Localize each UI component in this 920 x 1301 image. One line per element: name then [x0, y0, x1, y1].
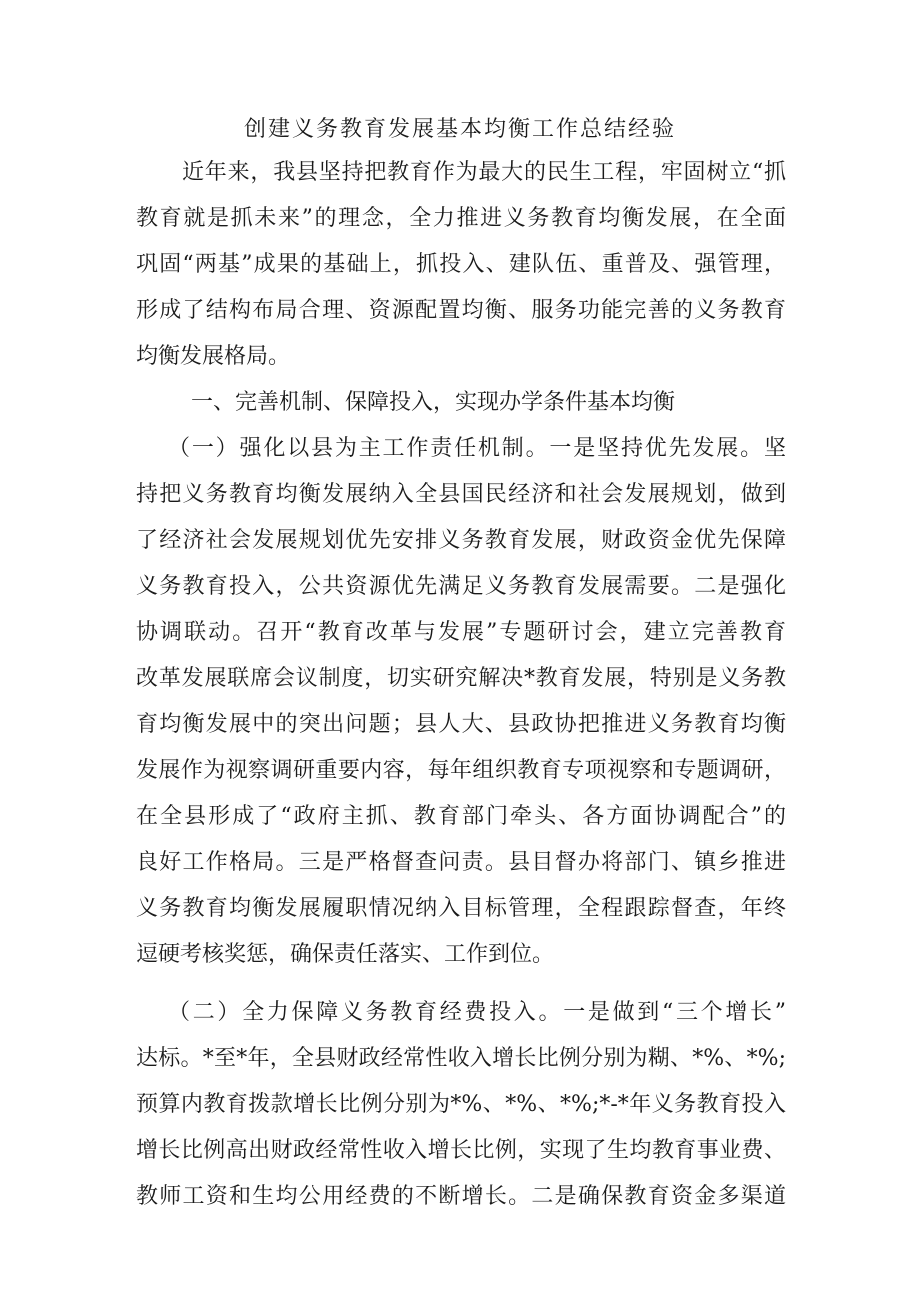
- text-line: 在全县形成了“政府主抓、教育部门牵头、各方面协调配合”的: [136, 804, 786, 829]
- text-line: 逗硬考核奖惩，确保责任落实、工作到位。: [136, 942, 555, 967]
- text-line: 良好工作格局。三是严格督查问责。县目督办将部门、镇乡推进: [136, 850, 786, 875]
- text-line: （一）强化以县为主工作责任机制。一是坚持优先发展。坚: [168, 436, 786, 461]
- text-line: 达标。*至*年，全县财政经常性收入增长比例分别为糊、*%、*%;: [136, 1046, 786, 1071]
- text-line: 发展作为视察调研重要内容，每年组织教育专项视察和专题调研，: [136, 758, 786, 783]
- text-line: 义务教育投入，公共资源优先满足义务教育发展需要。二是强化: [136, 574, 786, 599]
- text-line: 义务教育均衡发展履职情况纳入目标管理，全程跟踪督查，年终: [136, 896, 786, 921]
- text-line: 了经济社会发展规划优先安排义务教育发展，财政资金优先保障: [136, 528, 786, 553]
- text-line: 教育就是抓未来”的理念，全力推进义务教育均衡发展，在全面: [136, 206, 786, 231]
- section-heading: 一、完善机制、保障投入，实现办学条件基本均衡: [191, 390, 676, 415]
- text-line: 改革发展联席会议制度，切实研究解决*教育发展，特别是义务教: [136, 666, 786, 691]
- text-line: 均衡发展格局。: [136, 344, 291, 369]
- text-line: 形成了结构布局合理、资源配置均衡、服务功能完善的义务教育: [136, 298, 786, 323]
- document-title: 创建义务教育发展基本均衡工作总结经验: [243, 117, 676, 142]
- text-line: 近年来，我县坚持把教育作为最大的民生工程，牢固树立“抓: [182, 160, 786, 185]
- text-line: （二）全力保障义务教育经费投入。一是做到“三个增长”: [168, 1000, 786, 1025]
- paragraph-one: [136, 426, 786, 978]
- text-line: 育均衡发展中的突出问题；县人大、县政协把推进义务教育均衡: [136, 712, 786, 737]
- text-line: 教师工资和生均公用经费的不断增长。二是确保教育资金多渠道: [136, 1184, 786, 1209]
- intro-paragraph: [136, 150, 786, 380]
- text-line: 协调联动。召开“教育改革与发展”专题研讨会，建立完善教育: [136, 620, 786, 645]
- text-line: 持把义务教育均衡发展纳入全县国民经济和社会发展规划，做到: [136, 482, 786, 507]
- paragraph-gap: [136, 978, 786, 990]
- document-body: [136, 150, 786, 1220]
- paragraph-two: [136, 990, 786, 1220]
- text-line: 巩固“两基”成果的基础上，抓投入、建队伍、重普及、强管理，: [136, 252, 786, 277]
- text-line: 预算内教育拨款增长比例分别为*%、*%、*%;*-*年义务教育投入: [136, 1092, 786, 1117]
- text-line: 增长比例高出财政经常性收入增长比例，实现了生均教育事业费、: [136, 1138, 786, 1163]
